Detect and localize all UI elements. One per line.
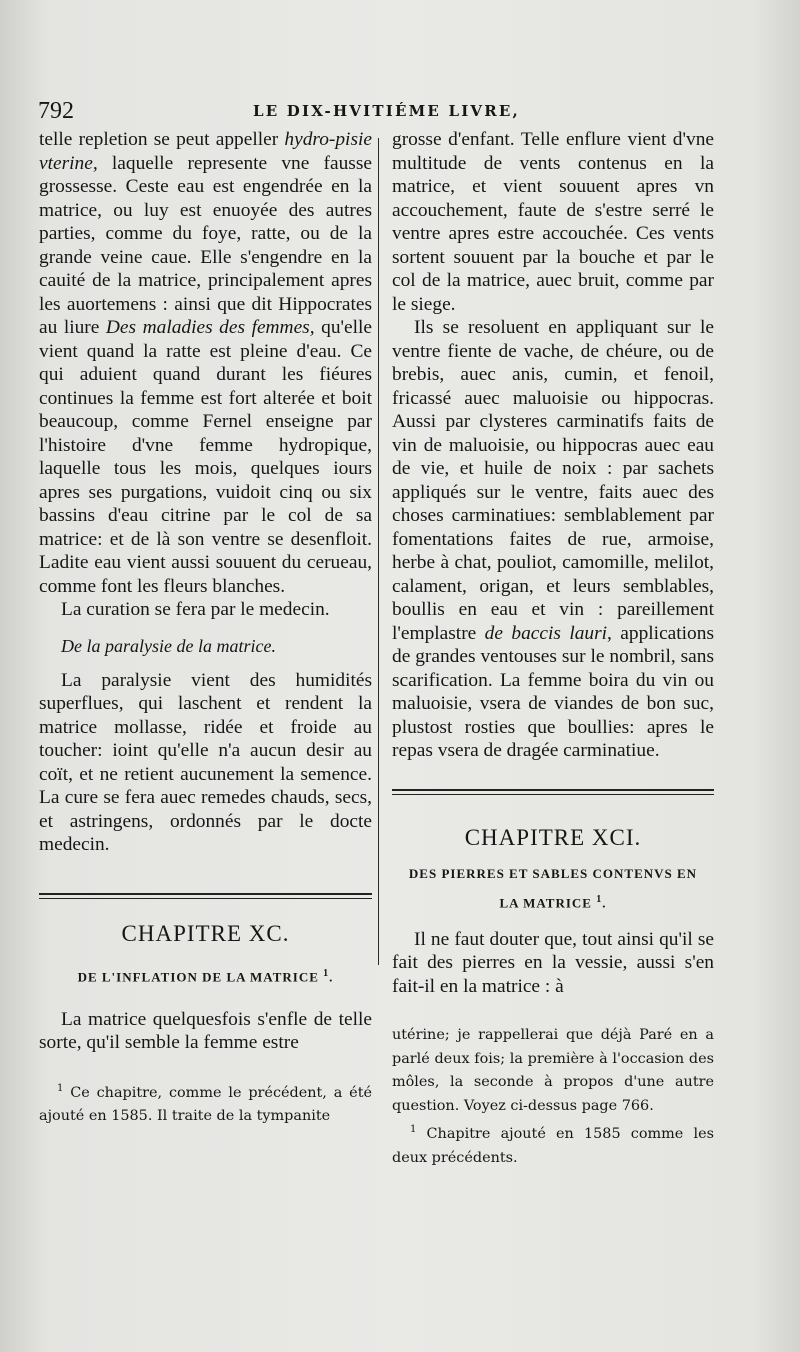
remedy-name: de baccis lauri [484,622,608,644]
chapter-subtitle-text: LA MATRICE [499,894,592,910]
footnote-text: Chapitre ajouté en 1585 comme les deux précédents. [392,1126,714,1166]
paragraph: La matrice quelquesfois s'enfle de telle sorte, qu'il semble la femme estre [39,1008,372,1054]
footnote-marker: 1 [323,967,330,979]
book-reference: Des maladies des femmes, [105,317,315,338]
book-title: LE DIX-HVITIÉME LIVRE, [253,102,520,120]
footnote [39,1077,372,1129]
running-head [38,98,758,128]
text-run: telle repletion se peut appeller [39,129,285,150]
footnote-text: Ce chapitre, comme le précédent, a été ajouté en 1585. Il traite de la tympanite [39,1084,372,1125]
chapter-subtitle: LA MATRICE $^1$. [499,893,607,910]
paragraph: La curation se fera par le medecin. [61,599,330,620]
footnote-continuation: utérine; je rappellerai que déjà Paré en a parlé deux fois; la première à l'occasion des môles, la seconde à propos d'une autre question. Voyez ci-dessus page 766. [392,1027,714,1114]
italic-term: hydro-pisie vterine, [39,129,372,174]
footnote-marker: 1 [596,893,603,905]
column-divider [378,138,379,965]
paragraph [39,128,372,598]
paragraph [392,316,714,763]
chapter-subtitle-line: DES PIERRES ET SABLES CONTENVS EN [408,865,698,881]
paragraph: grosse d'enfant. Telle enflure vient d'vne multitude de vents contenus en la matrice, et vient souuent apres vn accouchement, faute de s'estre serré le ventre apres estre accouchée. Ces vents sortent souuent par la bouche et par le col de la matrice, auec bruit, comme par le siege. [392,129,714,315]
footnote-marker: 1 [57,1082,64,1094]
right-column [392,128,714,1170]
chapter-subtitle-text: DE L'INFLATION DE LA MATRICE [77,968,319,984]
chapter-title: CHAPITRE XC. [121,920,290,946]
section-subheading: De la paralysie de la matrice. [61,635,276,656]
footnote [392,1118,714,1170]
text-run: qu'elle vient quand la ratte est pleine d'eau. Ce qui aduient quand durant les fiéures continues la femme est fort alterée et boit beaucoup, comme Fernel enseigne par l'histoire d'vne femme hydropique, laquelle tous les mois, quelques iours apres ses purgations, vuidoit cinq ou six bassins d'eau citrine par le col de sa matrice: et de là son ventre se desenfloit. Ladite eau vient aussi souuent du cerueau, comme font les fleurs blanches. [39,317,372,597]
text-run: laquelle represente vne fausse grossesse. Ceste eau est engendrée en la matrice, ou luy est enuoyée des autres parties, comme du foye, ratte, ou de la grande veine caue. Elle s'engendre en la cauité de la matrice, principalement apres les auortemens : ainsi que dit Hippocrates au liure [39,152,372,338]
paragraph: La paralysie vient des humidités superflues, qui laschent et rendent la matrice mollasse, ridée et froide au toucher: ioint qu'elle n'a aucun desir au coït, et ne retient aucunement la semence. La cure se fera auec remedes chauds, secs, et astringens, ordonnés par le docte medecin. [39,669,372,855]
text-run: , applications de grandes ventouses sur le nombril, sans scarification. La femme boira du vin ou maluoisie, vsera de viandes de bon suc, plustost rosties que boullies: apres le repas vsera de dragée carminatiue. [392,622,714,761]
chapter-subtitle: DE L'INFLATION DE LA MATRICE $^1$. [77,967,334,984]
paragraph: Il ne faut douter que, tout ainsi qu'il se fait des pierres en la vessie, aussi s'en fait-il en la matrice : à [392,928,714,997]
chapter-title: CHAPITRE XCI. [464,824,642,850]
left-column [39,128,372,1129]
footnote-marker: 1 [410,1124,417,1136]
text-run: Ils se resoluent en appliquant sur le ventre fiente de vache, de chéure, ou de brebis, auec anis, cumin, et fenoil, fricassé auec maluoisie ou hippocras. Aussi par clysteres carminatifs faits de vin de maluoisie, ou hippocras auec eau de vie, et huile de noix : par sachets appliqués sur le ventre, faits auec des choses carminatiues: semblablement par fomentations faites de rue, armoise, herbe à chat, pouliot, camomille, melilot, calament, origan, et leurs semblables, boullis en eau et vin : pareillement l'emplastre [392,317,714,644]
page-number: 792 [38,98,74,124]
